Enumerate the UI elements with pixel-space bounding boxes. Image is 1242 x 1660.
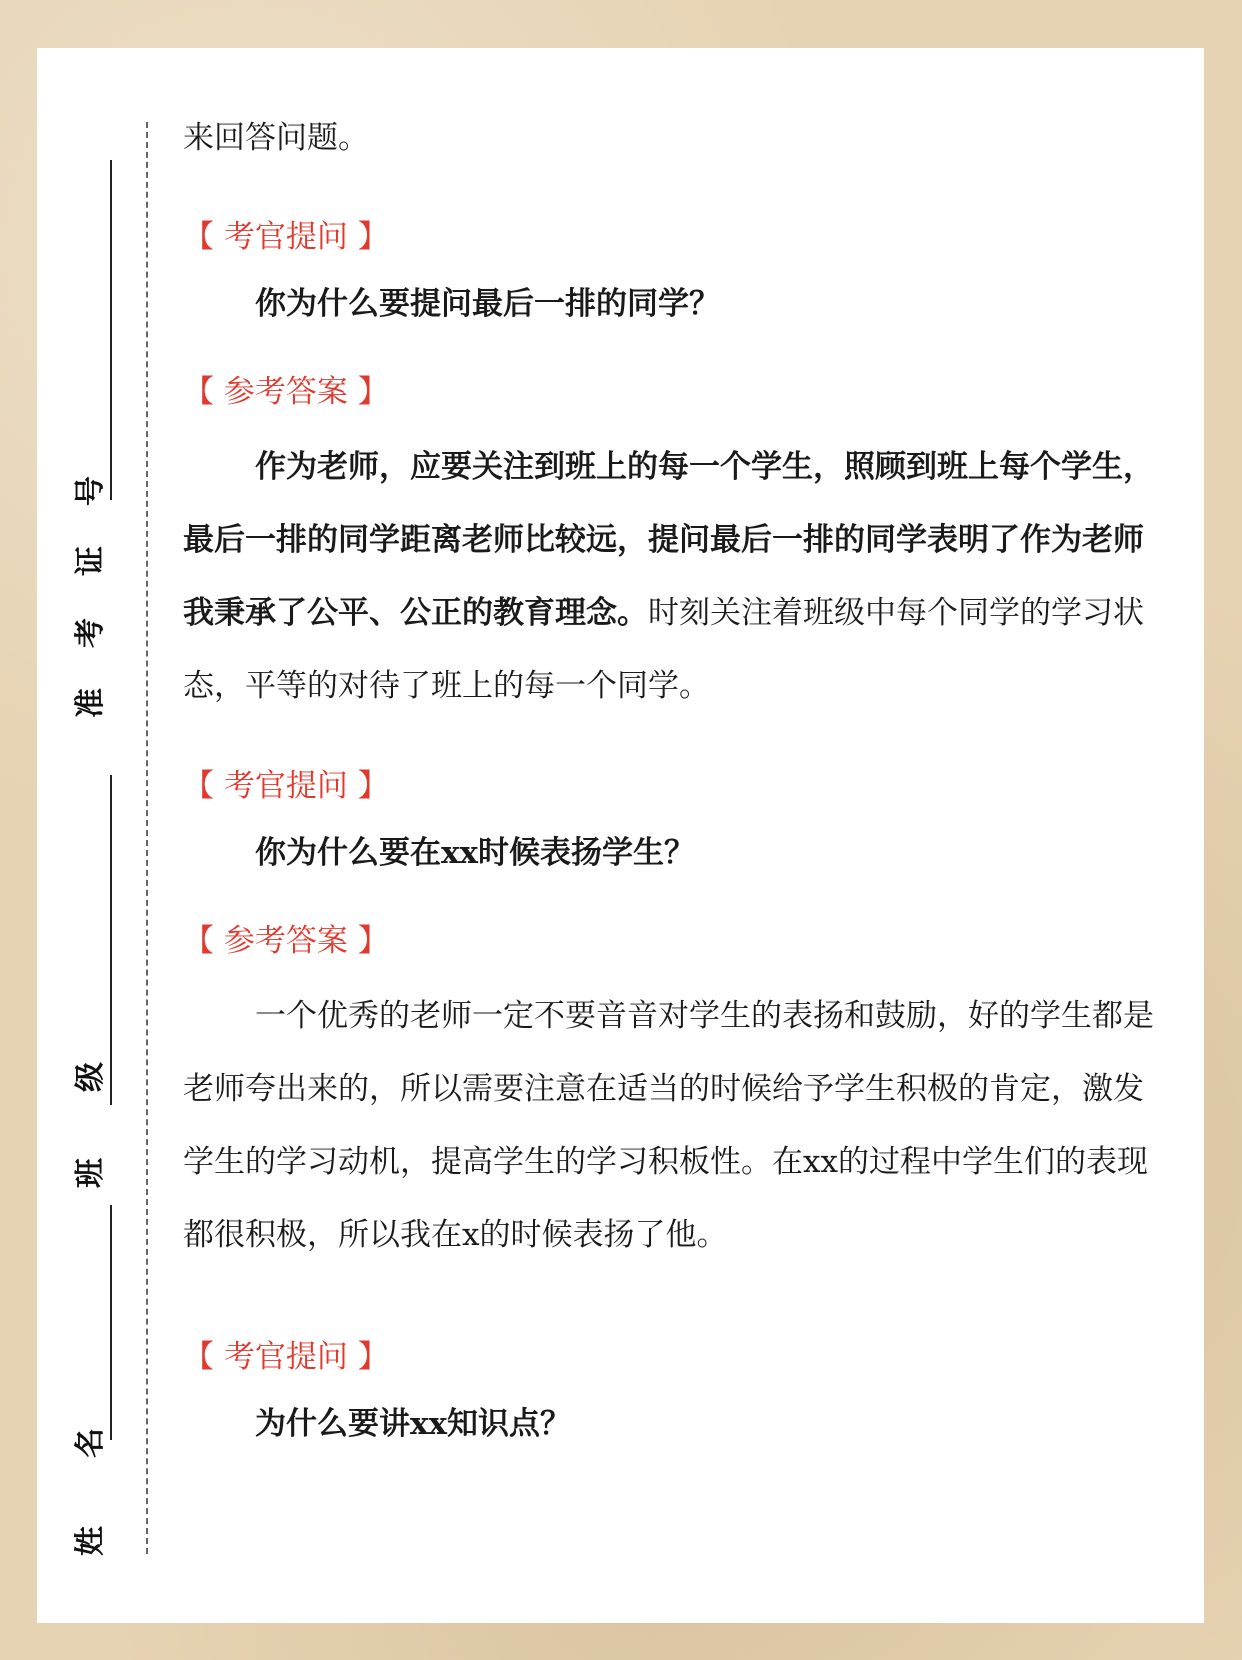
question-tag-3: 【 考官提问 】 bbox=[183, 1339, 389, 1375]
answer-1-bold: 作为老师，应要关注到班上的每一个学生，照顾到班上每个学生，最后一排的同学距离老师比较远，提问最后一排的同学表明了作为老师我秉承了公平、公正的教育理念。 bbox=[183, 449, 1154, 631]
exam-id-line bbox=[110, 160, 112, 500]
exam-id-label bbox=[56, 476, 126, 718]
question-1: 你为什么要提问最后一排的同学？ bbox=[255, 286, 720, 322]
exam-id-char-2: 考 bbox=[73, 618, 108, 648]
question-2: 你为什么要在xx时候表扬学生？ bbox=[255, 835, 695, 871]
answer-tag-2: 【 参考答案 】 bbox=[183, 923, 389, 959]
main-content bbox=[183, 108, 1163, 1449]
question-tag-2: 【 考官提问 】 bbox=[183, 768, 389, 804]
class-char-2: 级 bbox=[73, 1062, 108, 1092]
question-tag-1: 【 考官提问 】 bbox=[183, 219, 389, 255]
answer-2: 一个优秀的老师一定不要音音对学生的表扬和鼓励，好的学生都是老师夸出来的，所以需要注意在适当的时候给予学生积极的肯定，激发学生的学习动机，提高学生的学习积板性。在xx的过程中学生们的表现都很积极，所以我在x的时候表扬了他。 bbox=[183, 998, 1154, 1253]
class-line bbox=[110, 775, 112, 1105]
exam-id-char-1: 准 bbox=[73, 688, 108, 718]
answer-1 bbox=[183, 431, 1163, 723]
class-label bbox=[56, 1062, 126, 1188]
exam-id-char-4: 号 bbox=[73, 476, 108, 506]
answer-1-normal: 时刻关注着班级中每个同学的学习状态，平等的对待了班上的每一个同学。 bbox=[183, 595, 1144, 704]
binding-dashed-line bbox=[146, 122, 148, 1554]
exam-id-char-3: 证 bbox=[73, 546, 108, 576]
class-char-1: 班 bbox=[73, 1158, 108, 1188]
question-3: 为什么要讲xx知识点？ bbox=[255, 1406, 571, 1442]
name-char-2: 名 bbox=[73, 1428, 108, 1458]
name-line bbox=[110, 1205, 112, 1440]
name-char-1: 姓 bbox=[73, 1526, 108, 1556]
intro-tail: 来回答问题。 bbox=[183, 120, 369, 156]
name-label bbox=[56, 1428, 126, 1556]
answer-tag-1: 【 参考答案 】 bbox=[183, 374, 389, 410]
